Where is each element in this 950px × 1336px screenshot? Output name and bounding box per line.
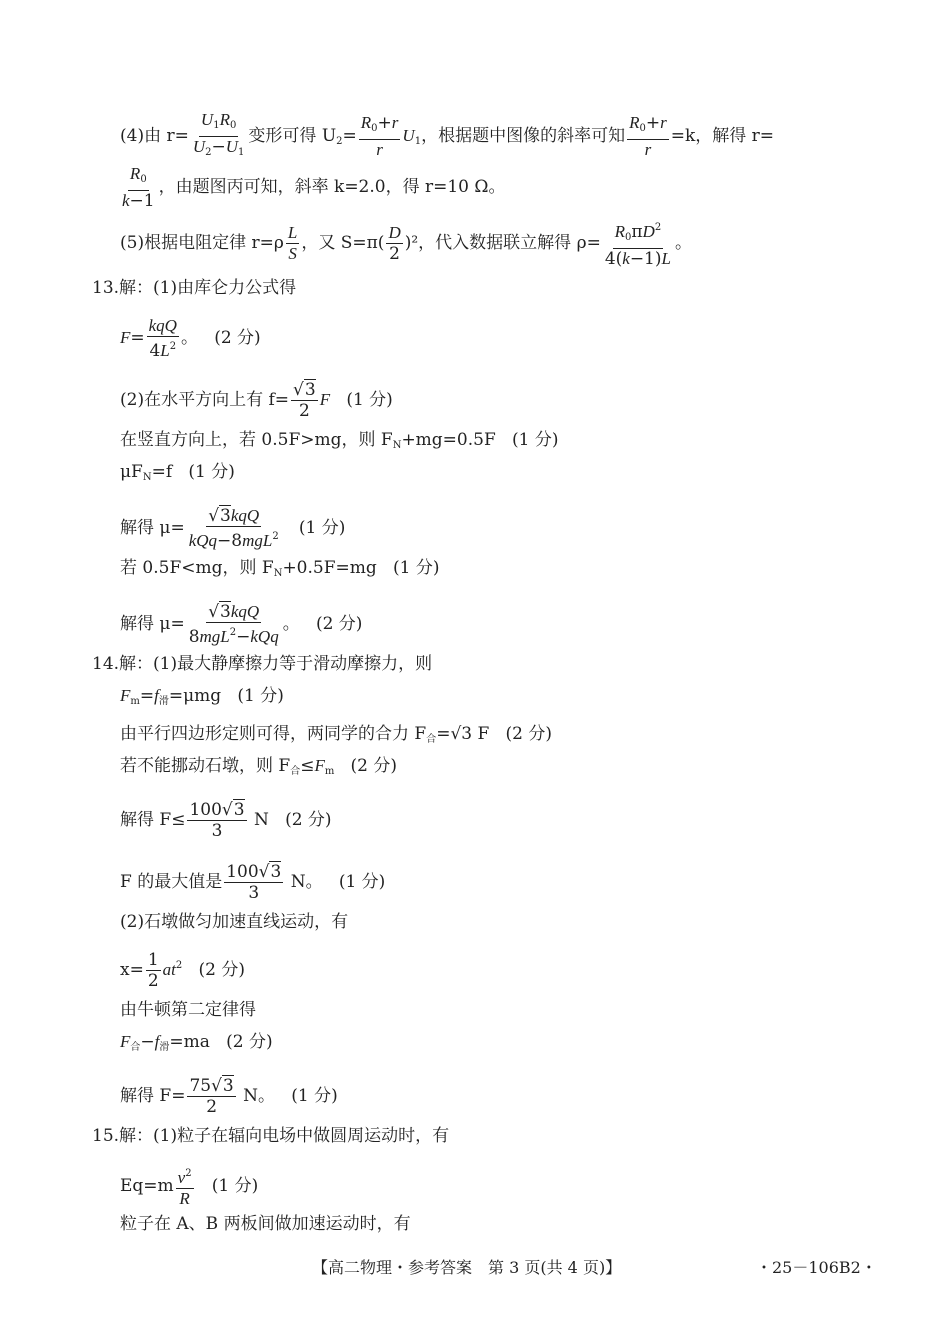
q14-p2: (2)石墩做匀加速直线运动，有 bbox=[120, 912, 349, 932]
q14-eq-text: =ma bbox=[169, 1032, 210, 1052]
frac-r0r: $\frac{R_0+r}{r}$ bbox=[360, 113, 399, 159]
q14-parallel-tail: =√3 F bbox=[436, 724, 490, 744]
footer-title: 【高二物理・参考答案 第 3 页(共 4 页)】 bbox=[312, 1258, 622, 1277]
q13-score7: (2 分) bbox=[315, 614, 363, 634]
frac-ls: $\frac{L}{S}$ bbox=[287, 223, 298, 263]
q13-score1: (2 分) bbox=[214, 328, 261, 348]
q13-horizontal: (2)在水平方向上有 f= $\frac{√3}{2}$ F (1 分) bbox=[120, 380, 393, 421]
q14-x: x= bbox=[120, 960, 144, 980]
frac-slope: $\frac{R_0+r}{r}$ bbox=[629, 113, 667, 159]
q14-kinematics: x= $\frac{1}{2}$ $at^2$ (2 分) bbox=[120, 950, 245, 991]
q13-solve2: 解得 μ= $\frac{\text{√3kqQ}}{8mgL^2-kQq}$ 。 (2 分) bbox=[120, 602, 363, 647]
p5-mid: ，又 S=π( bbox=[301, 233, 385, 253]
frac-r0k: $\frac{R_0}{k-1}$ bbox=[122, 164, 155, 211]
q13-score6: (1 分) bbox=[392, 558, 440, 578]
frac-mu1: $\frac{\text{√3kqQ}}{kQq-8mgL^2}$ bbox=[188, 506, 279, 551]
q13-score5: (1 分) bbox=[298, 518, 346, 538]
q15-eq-text: Eq=m bbox=[120, 1176, 174, 1196]
frac-75sqrt3: $\frac{75√3}{2}$ bbox=[189, 1076, 234, 1117]
q14-fm: $F_m=f_滑=\mu mg$ (1 分) bbox=[120, 686, 284, 707]
p4-mid1: 变形可得 U bbox=[248, 126, 337, 146]
q13-friction: $\mu F_N=f$ (1 分) bbox=[120, 462, 235, 483]
q14-solve1 bbox=[120, 800, 332, 841]
frac-d2: $\frac{D}{2}$ bbox=[388, 223, 401, 264]
frac-coulomb: $\frac{\text{kqQ}}{4L^2}$ bbox=[148, 316, 177, 361]
q14-score8: (1 分) bbox=[291, 1086, 338, 1106]
q13-solve1 bbox=[120, 506, 345, 551]
q14-fm-text: =μmg bbox=[168, 686, 222, 706]
q14-unit2: N。 bbox=[290, 872, 323, 892]
q14-cond: 若不能挪动石墩，则 $F_合\le F_m$ (2 分) bbox=[120, 756, 398, 777]
q13-mu: μF bbox=[120, 462, 143, 482]
q14-max-text: F 的最大值是 bbox=[120, 872, 223, 892]
p4-mid3: =k，解得 r= bbox=[670, 126, 775, 146]
q15-last: 粒子在 A、B 两板间做加速运动时，有 bbox=[120, 1214, 411, 1234]
end-mark: 。 bbox=[674, 233, 692, 253]
q13-case2-text: 若 0.5F<mg，则 F bbox=[120, 558, 274, 578]
p4-line2-text: ，由题图丙可知，斜率 k=2.0，得 r=10 Ω。 bbox=[158, 177, 506, 197]
q13-coulomb: F= $\frac{\text{kqQ}}{4L^2}$ 。 (2 分) bbox=[120, 316, 261, 361]
q13-solve1-text: 解得 μ= bbox=[120, 518, 185, 538]
p5-mid2: )²，代入数据联立解得 ρ= bbox=[404, 233, 601, 253]
q15-eq bbox=[120, 1164, 258, 1209]
q13-score3: (1 分) bbox=[511, 430, 559, 450]
p5-intro: (5)根据电阻定律 r=ρ bbox=[120, 233, 284, 253]
q14-solve2-text: 解得 F= bbox=[120, 1086, 186, 1106]
q13-vertical: 在竖直方向上，若 0.5F>mg，则 $F_N+mg=0.5F$ (1 分) bbox=[120, 430, 559, 451]
p5-line bbox=[120, 218, 692, 269]
frac-sqrt3-2: $\frac{√3}{2}$ bbox=[293, 380, 316, 421]
p4-line2 bbox=[118, 164, 506, 211]
q14-max bbox=[120, 862, 385, 903]
q14-unit: N bbox=[253, 810, 269, 830]
q14-solve2: 解得 F= $\frac{75√3}{2}$ N。 (1 分) bbox=[120, 1076, 338, 1117]
q13-case2: 若 0.5F<mg，则 $F_N+0.5F=mg$ (1 分) bbox=[120, 558, 440, 579]
p4-mid2: ，根据题中图像的斜率可知 bbox=[421, 126, 626, 146]
q13-vertical-tail: +mg=0.5F bbox=[401, 430, 496, 450]
q15-title: 15.解：(1)粒子在辐向电场中做圆周运动时，有 bbox=[92, 1126, 450, 1146]
footer-code: ・25－106B2・ bbox=[756, 1258, 877, 1277]
frac-v2r: $\frac{v^2}{R}$ bbox=[176, 1164, 194, 1209]
q13-mu-tail: =f bbox=[151, 462, 173, 482]
p4-intro: (4)由 r= bbox=[120, 126, 189, 146]
q13-title: 13.解：(1)由库仑力公式得 bbox=[92, 278, 297, 298]
q14-title: 14.解：(1)最大静摩擦力等于滑动摩擦力，则 bbox=[92, 654, 433, 674]
frac-u1r0: $\frac{U_1R_0}{U_2-U_1}$ bbox=[192, 110, 245, 158]
q14-score4: (2 分) bbox=[285, 810, 332, 830]
frac-100sqrt3: $\frac{100√3}{3}$ bbox=[189, 800, 245, 841]
frac-rho: $\frac{R_0\pi D^2}{4(k-1)L}$ bbox=[603, 218, 673, 269]
q14-eq: $F_合-f_滑=ma$ (2 分) bbox=[120, 1032, 273, 1053]
q13-case2-tail: +0.5F=mg bbox=[282, 558, 377, 578]
q14-score3: (2 分) bbox=[350, 756, 398, 776]
q13-score2: (1 分) bbox=[346, 390, 393, 410]
q14-score7: (2 分) bbox=[226, 1032, 273, 1052]
q14-parallel-text: 由平行四边形定则可得，两同学的合力 F bbox=[120, 724, 427, 744]
q13-score4: (1 分) bbox=[188, 462, 235, 482]
q14-parallel: 由平行四边形定则可得，两同学的合力 $F_合=√3$ F (2 分) bbox=[120, 724, 552, 745]
frac-half: $\frac{1}{2}$ bbox=[147, 950, 159, 991]
q13-vertical-text: 在竖直方向上，若 0.5F>mg，则 F bbox=[120, 430, 393, 450]
q14-newton: 由牛顿第二定律得 bbox=[120, 1000, 256, 1020]
q14-solve1-text: 解得 F≤ bbox=[120, 810, 186, 830]
q13-solve2-text: 解得 μ= bbox=[120, 614, 185, 634]
q15-score1: (1 分) bbox=[211, 1176, 259, 1196]
p4-line1: (4)由 r= $\frac{U_1R_0}{U_2-U_1}$ 变形可得 $U_2=$ $\frac{R_0+r}{r}$ $U_1$，根据题中图像的斜率可知 $\frac{R_0+r}{r}$ =k，解得 r= bbox=[120, 110, 774, 163]
frac-mu2: $\frac{\text{√3kqQ}}{8mgL^2-kQq}$ bbox=[188, 602, 279, 647]
q14-score1: (1 分) bbox=[237, 686, 284, 706]
q14-cond-text: 若不能挪动石墩，则 F bbox=[120, 756, 291, 776]
q14-score5: (1 分) bbox=[338, 872, 386, 892]
frac-100sqrt3-b: $\frac{100√3}{3}$ bbox=[226, 862, 282, 903]
q14-score2: (2 分) bbox=[505, 724, 552, 744]
q13-p2: (2)在水平方向上有 f= bbox=[120, 390, 290, 410]
q14-score6: (2 分) bbox=[198, 960, 245, 980]
